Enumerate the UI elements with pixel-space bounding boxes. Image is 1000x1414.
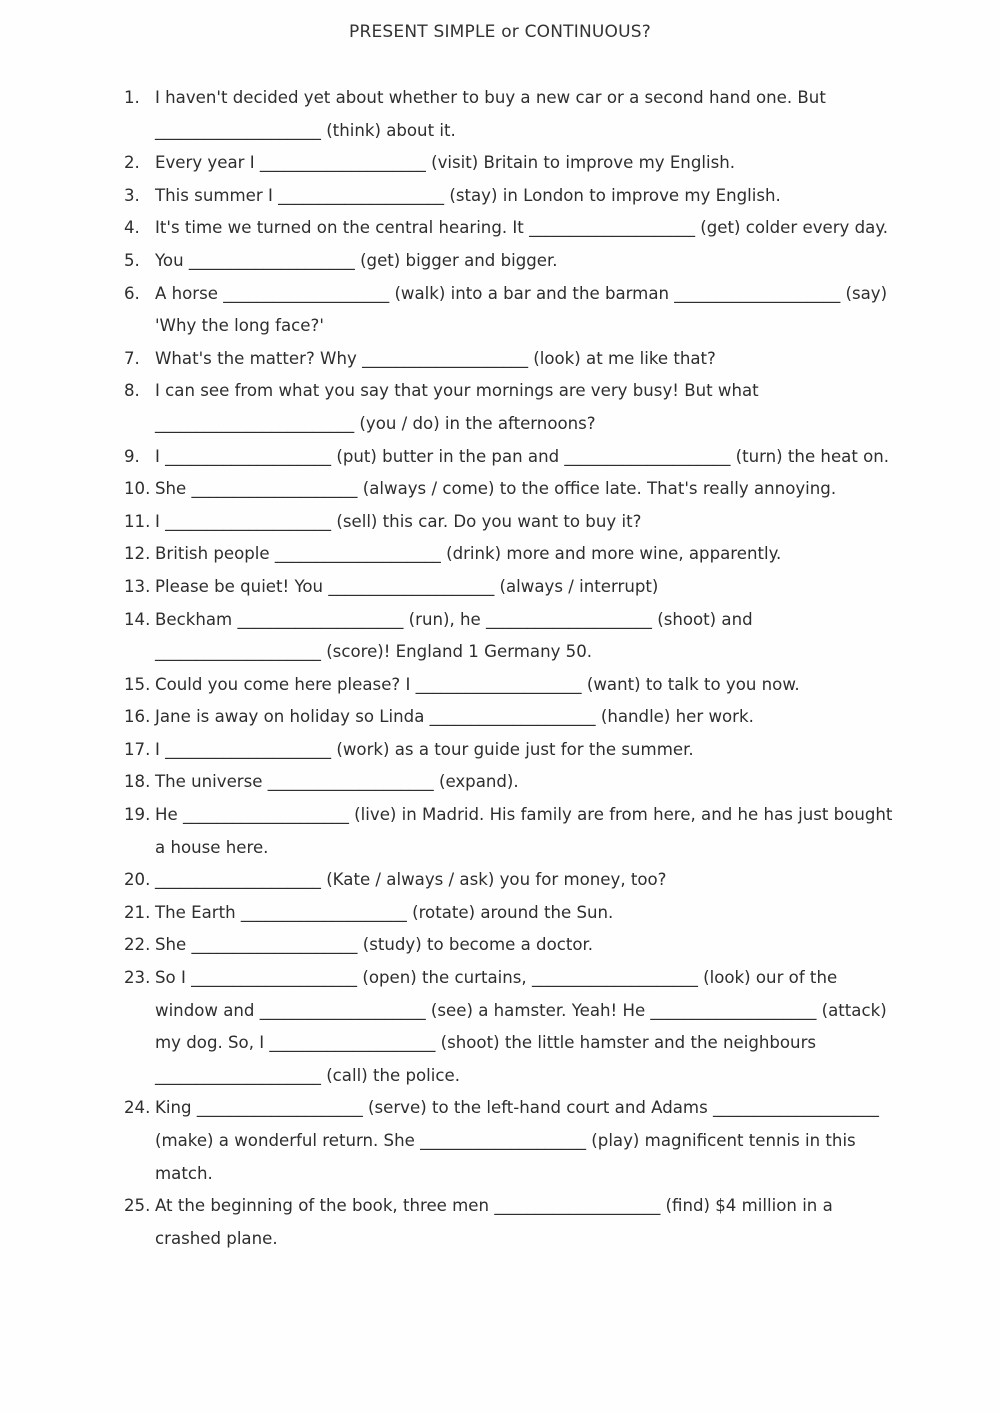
question-item [124, 1092, 904, 1190]
question-item [124, 473, 904, 506]
question-text: She ____________________ (study) to become a doctor. [155, 935, 594, 955]
question-text: I ____________________ (work) as a tour guide just for the summer. [155, 739, 694, 759]
question-number: 1. [124, 88, 140, 107]
question-number: 11. [124, 511, 151, 531]
question-number: 12. [124, 544, 151, 564]
question-text: I haven't decided yet about whether to buy a new car or a second hand one. But ____________________ (think) about it. [155, 88, 826, 140]
question-item [124, 571, 904, 604]
question-item [124, 147, 904, 180]
question-text: I ____________________ (put) butter in the pan and ____________________ (turn) the heat on. [155, 446, 890, 466]
question-item [124, 538, 904, 571]
question-item [124, 766, 904, 799]
question-item [124, 1190, 904, 1255]
question-item [124, 375, 904, 440]
question-text: Could you come here please? I ____________________ (want) to talk to you now. [155, 674, 800, 694]
question-item [124, 734, 904, 767]
worksheet-title: PRESENT SIMPLE or CONTINUOUS? [349, 22, 651, 42]
question-text: So I ____________________ (open) the curtains, ____________________ (look) our of the window and ____________________ (see) a hamster. Yeah! He ____________________ (attack) my dog. So, I ____________________ (shoot) the little hamster and the neighbours ____________________ (call) the police. [155, 968, 887, 1085]
question-text: The Earth ____________________ (rotate) around the Sun. [155, 902, 614, 922]
question-text: British people ____________________ (drink) more and more wine, apparently. [155, 544, 782, 564]
question-text: I ____________________ (sell) this car. Do you want to buy it? [155, 511, 642, 531]
question-number: 2. [124, 153, 140, 173]
question-number: 21. [124, 902, 151, 922]
question-number: 10. [124, 479, 151, 499]
question-item [124, 897, 904, 930]
question-list [124, 82, 904, 1255]
question-text: Jane is away on holiday so Linda ____________________ (handle) her work. [155, 707, 754, 727]
question-number: 24. [124, 1098, 151, 1118]
question-item [124, 82, 904, 147]
question-item [124, 180, 904, 213]
question-number: 18. [124, 772, 151, 792]
question-text: Beckham ____________________ (run), he ____________________ (shoot) and ____________________ (score)! England 1 Germany 50. [155, 609, 753, 662]
question-item [124, 929, 904, 962]
question-text: She ____________________ (always / come) to the office late. That's really annoying. [155, 479, 837, 499]
question-number: 5. [124, 250, 140, 270]
question-text: He ____________________ (live) in Madrid. His family are from here, and he has just bought a house here. [155, 805, 893, 857]
question-number: 23. [124, 968, 151, 988]
question-text: This summer I ____________________ (stay) in London to improve my English. [155, 185, 781, 205]
question-item [124, 799, 904, 864]
question-text: At the beginning of the book, three men ____________________ (find) $4 million in a crashed plane. [155, 1196, 833, 1248]
question-text: You ____________________ (get) bigger and bigger. [155, 250, 558, 270]
question-number: 13. [124, 576, 151, 596]
question-item [124, 604, 904, 669]
question-text: What's the matter? Why ____________________ (look) at me like that? [155, 348, 716, 368]
question-text: A horse ____________________ (walk) into a bar and the barman ____________________ (say) 'Why the long face?' [155, 283, 888, 336]
question-number: 16. [124, 707, 151, 727]
question-number: 19. [124, 805, 151, 825]
question-text: Please be quiet! You ____________________ (always / interrupt) [155, 576, 659, 596]
question-item [124, 864, 904, 897]
question-text: King ____________________ (serve) to the left-hand court and Adams ____________________ (make) a wonderful return. She ____________________ (play) magnificent tennis in this match. [155, 1098, 879, 1183]
question-item [124, 669, 904, 702]
question-number: 3. [124, 185, 140, 205]
question-number: 9. [124, 446, 140, 466]
question-text: It's time we turned on the central hearing. It ____________________ (get) colder every day. [155, 218, 889, 238]
question-text: ____________________ (Kate / always / ask) you for money, too? [155, 870, 667, 890]
question-item [124, 212, 904, 245]
question-item [124, 506, 904, 539]
question-number: 25. [124, 1196, 151, 1216]
question-number: 15. [124, 674, 151, 694]
question-item [124, 962, 904, 1092]
question-item [124, 441, 904, 474]
question-number: 17. [124, 739, 151, 759]
question-item [124, 278, 904, 343]
question-number: 20. [124, 870, 151, 890]
question-item [124, 343, 904, 376]
question-number: 8. [124, 381, 140, 401]
question-number: 22. [124, 935, 151, 955]
question-number: 6. [124, 283, 140, 303]
question-text: Every year I ____________________ (visit) Britain to improve my English. [155, 153, 736, 173]
question-item [124, 701, 904, 734]
question-item [124, 245, 904, 278]
question-number: 4. [124, 218, 140, 238]
question-text: The universe ____________________ (expand). [155, 772, 519, 792]
question-number: 7. [124, 348, 140, 368]
question-text: I can see from what you say that your mornings are very busy! But what ________________________ (you / do) in the afternoons? [155, 381, 759, 433]
question-number: 14. [124, 609, 151, 629]
